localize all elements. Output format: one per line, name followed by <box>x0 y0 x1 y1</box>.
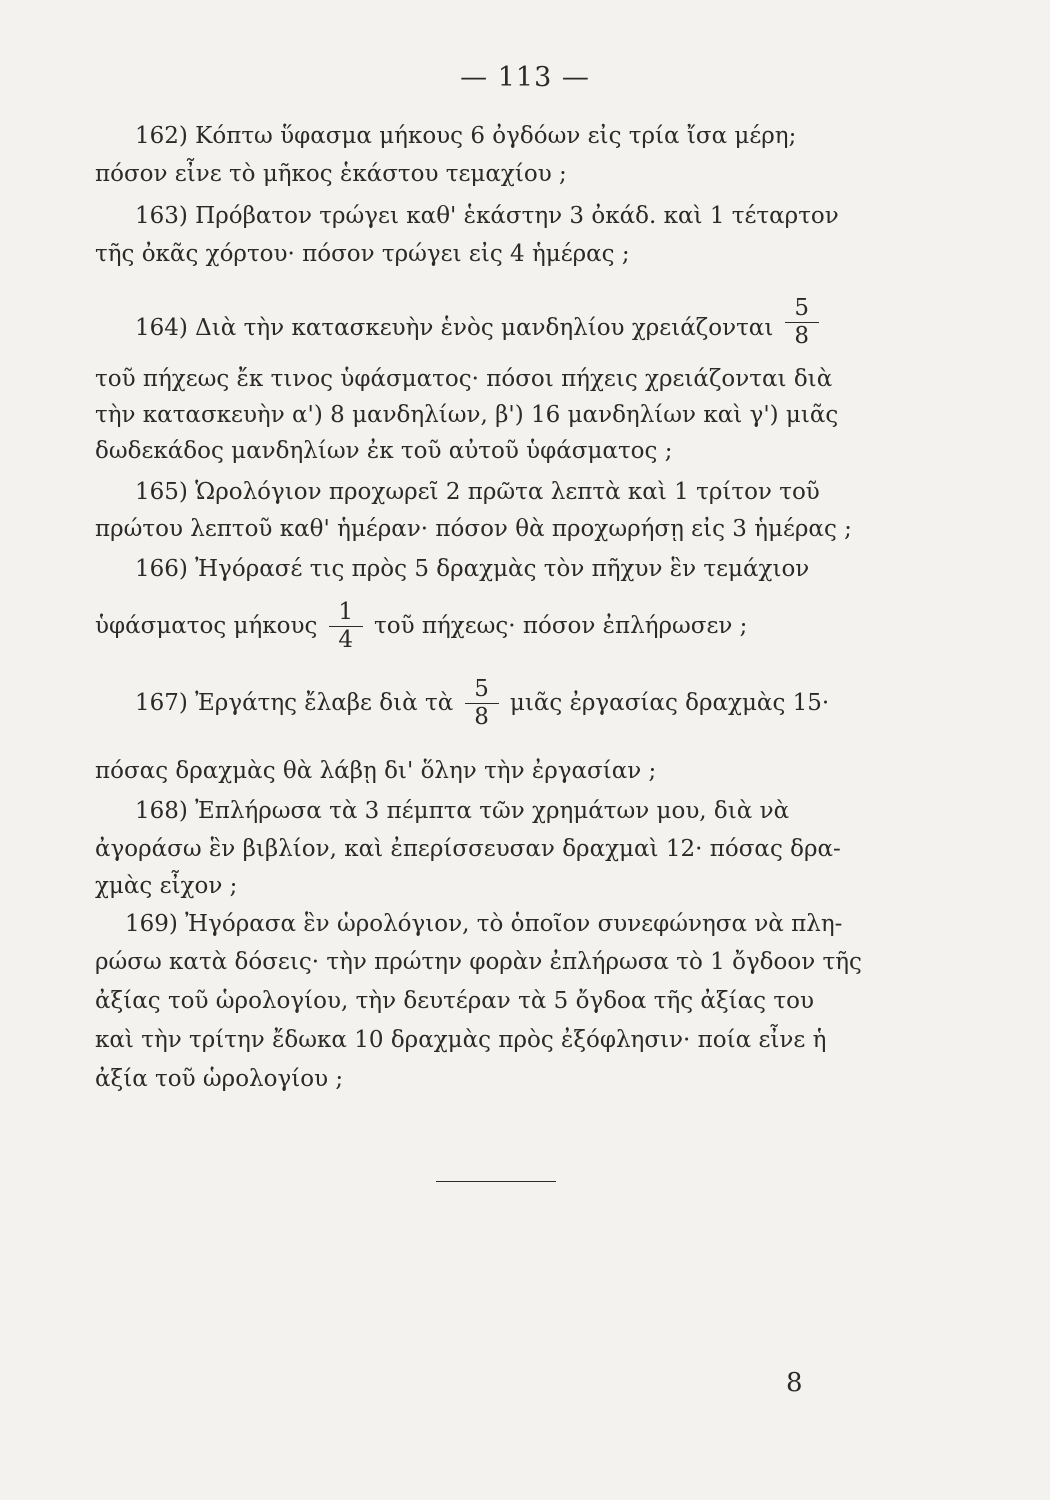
section-divider <box>436 1181 556 1182</box>
problem-169-line-1: 169) Ἠγόρασα ἓν ὡρολόγιον, τὸ ὁποῖον συνεφώνησα νὰ πλη- <box>125 911 843 937</box>
fraction-numerator: 5 <box>474 676 489 702</box>
problem-167-line-1a: 167) Ἐργάτης ἔλαβε διὰ τὰ <box>135 689 454 716</box>
problem-165-line-1: 165) Ὡρολόγιον προχωρεῖ 2 πρῶτα λεπτὰ καὶ 1 τρίτον τοῦ <box>135 479 820 505</box>
problem-162-line-2: πόσον εἶνε τὸ μῆκος ἑκάστου τεμαχίου ; <box>95 161 567 187</box>
problem-164-line-2: τοῦ πήχεως ἔκ τινος ὑφάσματος· πόσοι πήχεις χρειάζονται διὰ <box>95 366 833 392</box>
fraction-5-8 <box>785 296 819 350</box>
problem-165-line-2: πρώτου λεπτοῦ καθ' ἡμέραν· πόσον θὰ προχωρήσῃ εἰς 3 ἡμέρας ; <box>95 516 852 542</box>
problem-168-line-1: 168) Ἐπλήρωσα τὰ 3 πέμπτα τῶν χρημάτων μου, διὰ νὰ <box>135 798 790 824</box>
fraction-1-4 <box>329 600 363 654</box>
problem-163-line-1: 163) Πρόβατον τρώγει καθ' ἑκάστην 3 ὀκάδ. καὶ 1 τέταρτον <box>135 203 839 229</box>
problem-166-line-2a: ὑφάσματος μήκους <box>95 612 318 639</box>
problem-162-line-1: 162) Κόπτω ὕφασμα μήκους 6 ὀγδόων εἰς τρία ἴσα μέρη; <box>135 123 797 149</box>
problem-166-line-2b: τοῦ πήχεως· πόσον ἐπλήρωσεν ; <box>374 612 748 639</box>
problem-166-line-1: 166) Ἠγόρασέ τις πρὸς 5 δραχμὰς τὸν πῆχυν ἓν τεμάχιον <box>135 556 810 582</box>
problem-167-line-1b: μιᾶς ἐργασίας δραχμὰς 15· <box>509 689 830 716</box>
problem-164-line-3: τὴν κατασκευὴν α') 8 μανδηλίων, β') 16 μανδηλίων καὶ γ') μιᾶς <box>95 402 839 428</box>
fraction-numerator: 1 <box>338 599 353 625</box>
problem-167-line-1 <box>135 677 935 731</box>
fraction-numerator: 5 <box>794 295 809 321</box>
problem-166-line-2 <box>95 600 895 654</box>
signature-mark: 8 <box>786 1368 803 1398</box>
problem-164-line-1 <box>135 295 895 356</box>
fraction-denominator: 4 <box>338 627 353 654</box>
problem-168-line-3: χμὰς εἶχον ; <box>95 873 238 899</box>
problem-163-line-2: τῆς ὀκᾶς χόρτου· πόσον τρώγει εἰς 4 ἡμέρας ; <box>95 241 630 267</box>
fraction-denominator: 8 <box>794 323 809 350</box>
fraction-5-8 <box>465 677 499 731</box>
problem-169-line-4: καὶ τὴν τρίτην ἔδωκα 10 δραχμὰς πρὸς ἐξόφλησιν· ποία εἶνε ἡ <box>95 1027 827 1053</box>
fraction-denominator: 8 <box>474 704 489 731</box>
problem-169-line-5: ἀξία τοῦ ὡρολογίου ; <box>95 1066 344 1092</box>
problem-164-line-4: δωδεκάδος μανδηλίων ἐκ τοῦ αὐτοῦ ὑφάσματος ; <box>95 438 673 464</box>
problem-167-line-2: πόσας δραχμὰς θὰ λάβῃ δι' ὅλην τὴν ἐργασίαν ; <box>95 758 657 784</box>
problem-169-line-2: ρώσω κατὰ δόσεις· τὴν πρώτην φορὰν ἐπλήρωσα τὸ 1 ὄγδοον τῆς <box>95 949 862 975</box>
page-number-header: — 113 — <box>460 62 590 93</box>
problem-164-line-1-text: 164) Διὰ τὴν κατασκευὴν ἑνὸς μανδηλίου χρειάζονται <box>135 314 774 341</box>
problem-168-line-2: ἀγοράσω ἓν βιβλίον, καὶ ἐπερίσσευσαν δραχμαὶ 12· πόσας δρα- <box>95 836 841 862</box>
problem-169-line-3: ἀξίας τοῦ ὡρολογίου, τὴν δευτέραν τὰ 5 ὄγδοα τῆς ἀξίας του <box>95 988 814 1014</box>
